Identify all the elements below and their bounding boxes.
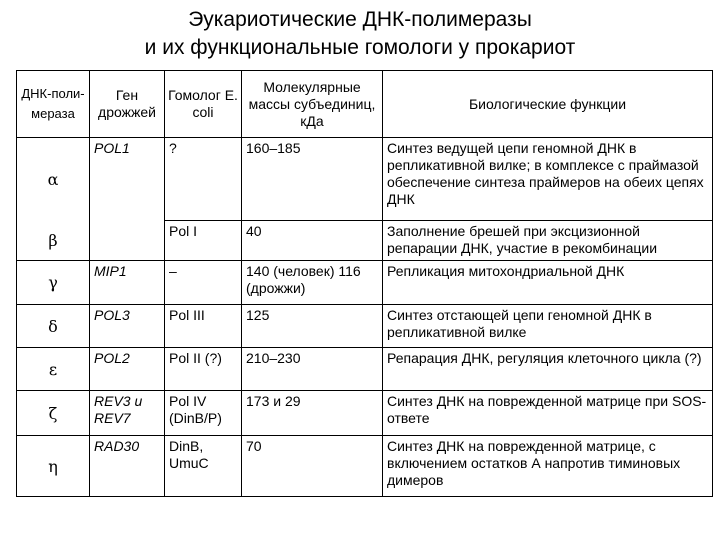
table-row	[17, 436, 713, 497]
mass-cell: 70	[242, 436, 383, 497]
table-row	[17, 261, 713, 305]
homolog-cell: ?	[165, 138, 242, 221]
title-line-2: и их функциональные гомологи у прокариот	[144, 36, 576, 59]
yeast-gene-cell: POL1	[90, 138, 165, 221]
yeast-gene-cell: REV3 и REV7	[90, 391, 165, 436]
function-cell: Синтез ДНК на поврежденной матрице, с включением остатков А напротив тиминовых димеров	[383, 436, 713, 497]
polymerase-letter: ζ	[17, 391, 90, 436]
homolog-cell: –	[165, 261, 242, 305]
header-row	[17, 71, 713, 138]
yeast-gene-cell: POL3	[90, 305, 165, 348]
polymerase-table	[16, 70, 713, 497]
mass-cell: 210–230	[242, 348, 383, 391]
header-yeast-gene: Ген дрожжей	[90, 71, 165, 138]
polymerase-letter: η	[17, 436, 90, 497]
table-row	[17, 391, 713, 436]
yeast-gene-cell: RAD30	[90, 436, 165, 497]
function-cell: Синтез ДНК на поврежденной матрице при SOS-ответе	[383, 391, 713, 436]
mass-cell: 140 (человек) 116 (дрожжи)	[242, 261, 383, 305]
slide-title	[0, 6, 720, 62]
function-cell: Заполнение брешей при эксцизионной репарации ДНК, участие в рекомбинации	[383, 221, 713, 261]
homolog-cell: Pol IV (DinB/P)	[165, 391, 242, 436]
polymerase-letter: α	[17, 138, 90, 221]
function-cell: Репарация ДНК, регуляция клеточного цикла (?)	[383, 348, 713, 391]
table-row	[17, 348, 713, 391]
yeast-gene-cell: POL2	[90, 348, 165, 391]
header-ecoli-homolog: Гомолог E. coli	[165, 71, 242, 138]
function-cell: Репликация митохондриальной ДНК	[383, 261, 713, 305]
polymerase-letter: γ	[17, 261, 90, 305]
homolog-cell: DinB, UmuC	[165, 436, 242, 497]
header-masses: Молекулярные массы субъединиц, кДа	[242, 71, 383, 138]
yeast-gene-cell	[90, 221, 165, 261]
polymerase-letter: ε	[17, 348, 90, 391]
table-row	[17, 138, 713, 221]
mass-cell: 40	[242, 221, 383, 261]
table-row	[17, 221, 713, 261]
header-polymerase: ДНК-поли-мераза	[17, 71, 90, 138]
polymerase-letter: δ	[17, 305, 90, 348]
mass-cell: 173 и 29	[242, 391, 383, 436]
homolog-cell: Pol II (?)	[165, 348, 242, 391]
title-line-1: Эукариотические ДНК-полимеразы	[188, 8, 532, 31]
homolog-cell: Pol III	[165, 305, 242, 348]
mass-cell: 125	[242, 305, 383, 348]
function-cell: Синтез отстающей цепи геномной ДНК в репликативной вилке	[383, 305, 713, 348]
mass-cell: 160–185	[242, 138, 383, 221]
homolog-cell: Pol I	[165, 221, 242, 261]
header-functions: Биологические функции	[383, 71, 713, 138]
function-cell: Синтез ведущей цепи геномной ДНК в репликативной вилке; в комплексе с праймазой обеспечение синтеза праймеров на обеих цепях ДНК	[383, 138, 713, 221]
polymerase-letter: β	[17, 221, 90, 261]
table-row	[17, 305, 713, 348]
yeast-gene-cell: MIP1	[90, 261, 165, 305]
